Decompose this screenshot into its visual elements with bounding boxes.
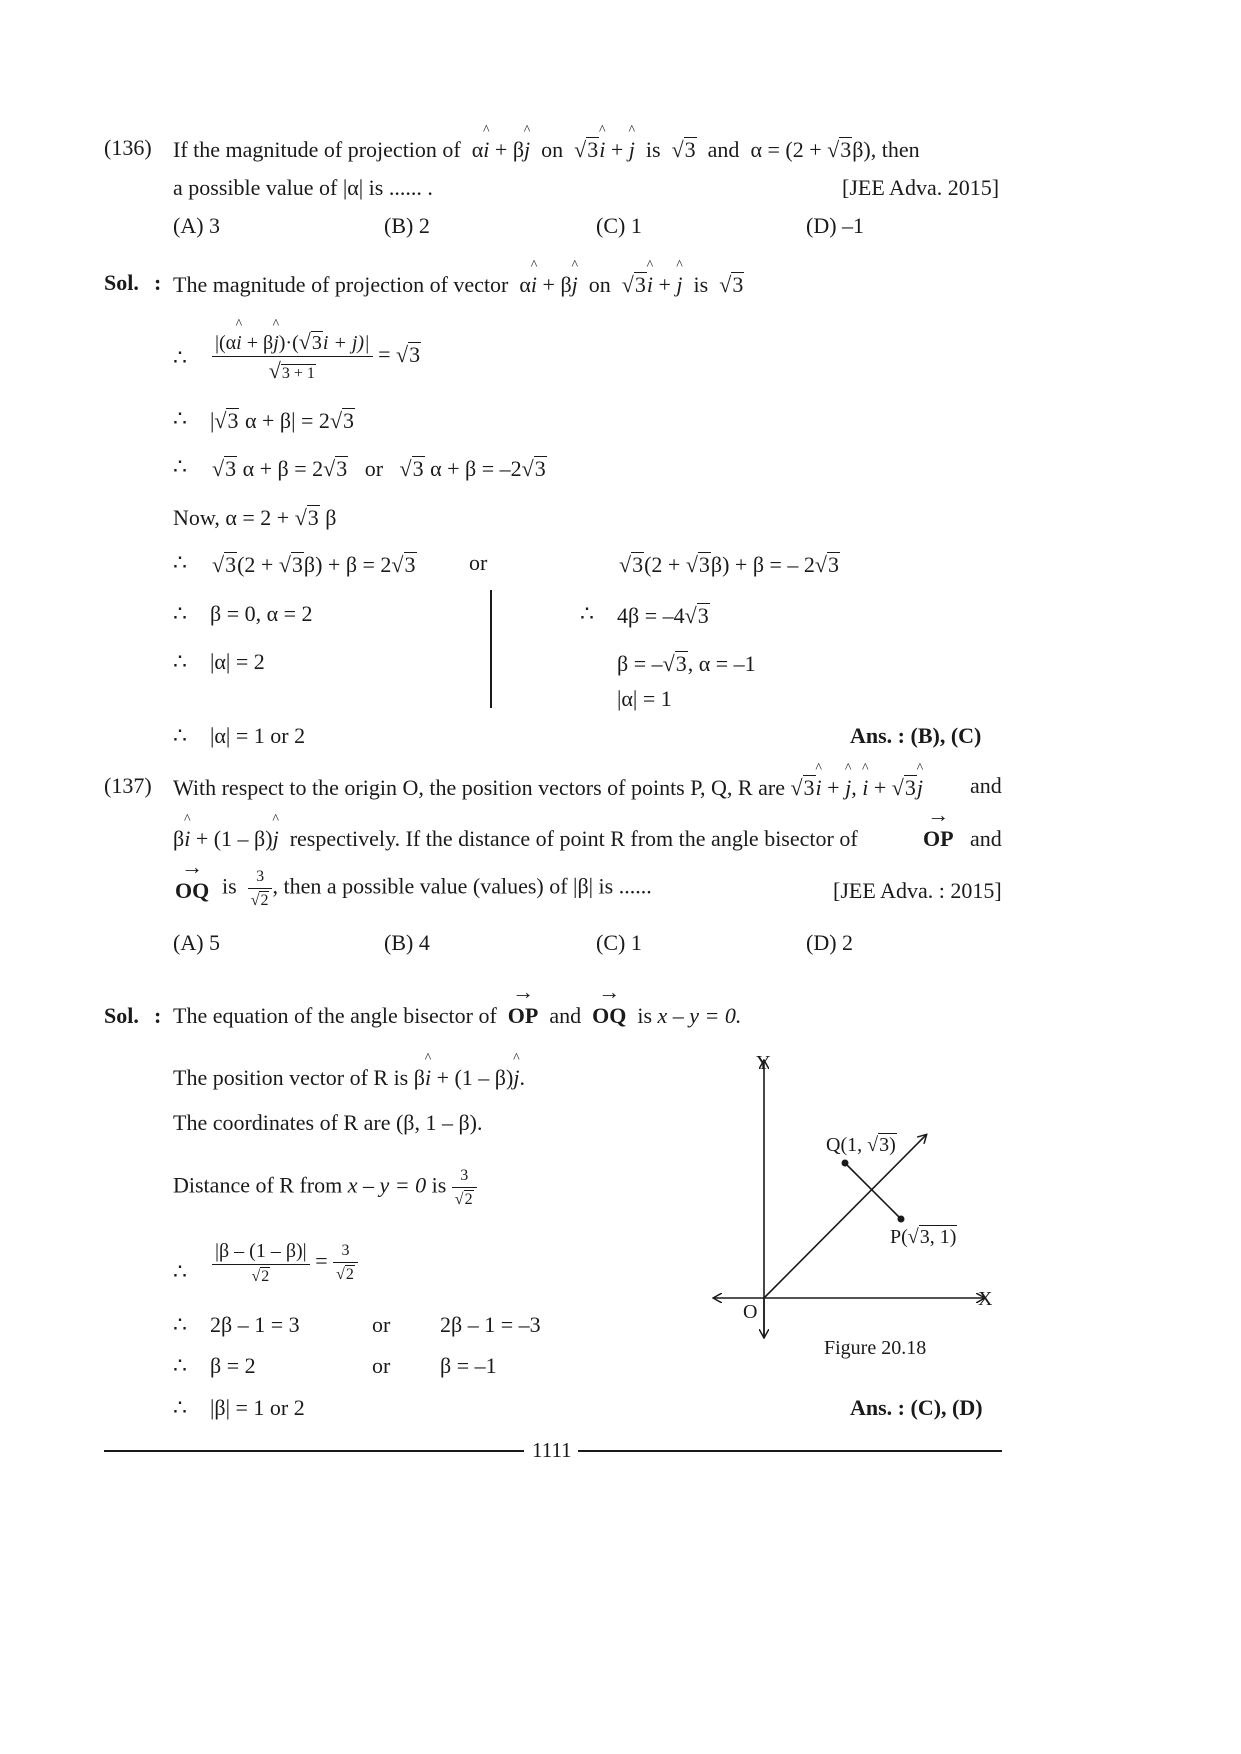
therefore-8: ∴ [173, 723, 187, 748]
sol136-fraction: |(α ^ i + β ^ j)·(√3i + j)| √3 + 1 = √3 [212, 330, 421, 383]
sol137-colon: : [154, 1003, 162, 1028]
q136-line1: If the magnitude of projection of α ^ i + β ^ j on √3 ^ i + ^ j is √3 and α = (2 + √3β), then [173, 123, 920, 162]
point-p [898, 1216, 905, 1223]
sol136-line8-right: |α| = 1 [617, 686, 672, 711]
page-number: 1111 [532, 1438, 572, 1462]
sol137-eq1-right: 2β – 1 = –3 [440, 1312, 541, 1337]
pq-segment [845, 1163, 901, 1219]
figure-20-18 [700, 1045, 1010, 1345]
sol137-eq2-left: β = 2 [210, 1353, 256, 1378]
q137-line1: With respect to the origin O, the position vectors of points P, Q, R are √3 ^ i + ^ j, ^ i + √3 ^ j [173, 761, 924, 800]
therefore-3: ∴ [173, 454, 187, 479]
therefore-9: ∴ [173, 1259, 187, 1284]
q136-option-b: (B) 2 [384, 213, 430, 238]
sol136-colon: : [154, 270, 162, 295]
sol137-distance: Distance of R from x – y = 0 is $\frac{3}{√2}$ [173, 1167, 477, 1208]
sol136-line1: The magnitude of projection of vector α ^ i + β ^ j on √3 ^ i + ^ j is √3 [173, 258, 744, 297]
figure-p-label: P(√3, 1) [890, 1226, 957, 1248]
footer-rule-right [578, 1450, 1002, 1452]
figure-y-label: Y [756, 1052, 771, 1074]
sol137-coords: The coordinates of R are (β, 1 – β). [173, 1110, 483, 1135]
q136-option-c: (C) 1 [596, 213, 642, 238]
q137-option-a: (A) 5 [173, 930, 221, 955]
therefore-2: ∴ [173, 406, 187, 431]
sol137-label: Sol. [104, 1003, 139, 1028]
figure-x-label: X [978, 1288, 993, 1310]
sol137-eq2-right: β = –1 [440, 1353, 497, 1378]
sol136-answer: Ans. : (B), (C) [850, 723, 982, 748]
q137-oq-vector: → OQ [175, 854, 210, 903]
q136-source: [JEE Adva. 2015] [842, 175, 1000, 200]
sol137-eq1-left: 2β – 1 = 3 [210, 1312, 300, 1337]
q137-line3: is $\frac{3}{√2}$ , then a possible value (values) of |β| is ...... [222, 868, 652, 909]
column-divider [490, 590, 492, 708]
sol136-line6-right: 4β = –4√3 [617, 603, 709, 628]
q137-option-c: (C) 1 [596, 930, 642, 955]
therefore-1: ∴ [173, 345, 187, 370]
therefore-11: ∴ [173, 1353, 187, 1378]
q136-option-d: (D) –1 [806, 213, 865, 238]
sol137-answer: Ans. : (C), (D) [850, 1395, 983, 1420]
sol136-line5-right: √3(2 + √3β) + β = – 2√3 [619, 552, 839, 577]
sol137-position: The position vector of R is β ^ i + (1 – β) ^ j. [173, 1051, 525, 1090]
q137-line2: β ^ i + (1 – β) ^ j respectively. If the distance of point R from the angle bisector of [173, 812, 858, 851]
therefore-12: ∴ [173, 1395, 187, 1420]
sol136-line3: √3 α + β = 2√3 or √3 α + β = –2√3 [212, 456, 546, 481]
sol137-fraction: $\frac{|\beta - (1 - \beta)|}{√2}$ = $\frac{3}{√2}$ [212, 1240, 358, 1286]
sol136-final: |α| = 1 or 2 [210, 723, 306, 748]
sol136-line7-left: |α| = 2 [210, 649, 265, 674]
q136-number: (136) [104, 135, 152, 160]
sol136-line5-left: √3(2 + √3β) + β = 2√3 [212, 552, 416, 577]
point-q [842, 1160, 849, 1167]
figure-caption: Figure 20.18 [824, 1337, 927, 1359]
sol136-label: Sol. [104, 270, 139, 295]
q137-option-b: (B) 4 [384, 930, 430, 955]
therefore-4: ∴ [173, 550, 187, 575]
sol136-line2: |√3 α + β| = 2√3 [210, 408, 355, 433]
sol137-line1: The equation of the angle bisector of → OP and → OQ is x – y = 0. [173, 979, 742, 1028]
sol136-now: Now, α = 2 + √3 β [173, 505, 337, 530]
therefore-10: ∴ [173, 1312, 187, 1337]
sol137-eq1-or: or [372, 1312, 391, 1337]
q137-source: [JEE Adva. : 2015] [833, 878, 1002, 903]
q137-option-d: (D) 2 [806, 930, 854, 955]
therefore-7: ∴ [580, 601, 594, 626]
sol136-line7-right: β = –√3, α = –1 [617, 651, 756, 676]
q136-option-a: (A) 3 [173, 213, 221, 238]
sol137-eq2-or: or [372, 1353, 391, 1378]
figure-q-label: Q(1, √3) [826, 1134, 896, 1156]
q137-number: (137) [104, 773, 152, 798]
sol136-line5-or: or [469, 550, 488, 575]
sol136-line6-left: β = 0, α = 2 [210, 601, 313, 626]
q137-line1-and: and [970, 773, 1002, 798]
footer-rule-left [104, 1450, 524, 1452]
sol137-final: |β| = 1 or 2 [210, 1395, 305, 1420]
therefore-5: ∴ [173, 601, 187, 626]
q136-line2: a possible value of |α| is ...... . [173, 175, 433, 200]
q137-op-vector: → OP [923, 802, 954, 851]
figure-o-label: O [743, 1301, 758, 1323]
q137-line2-and: and [970, 826, 1002, 851]
therefore-6: ∴ [173, 649, 187, 674]
